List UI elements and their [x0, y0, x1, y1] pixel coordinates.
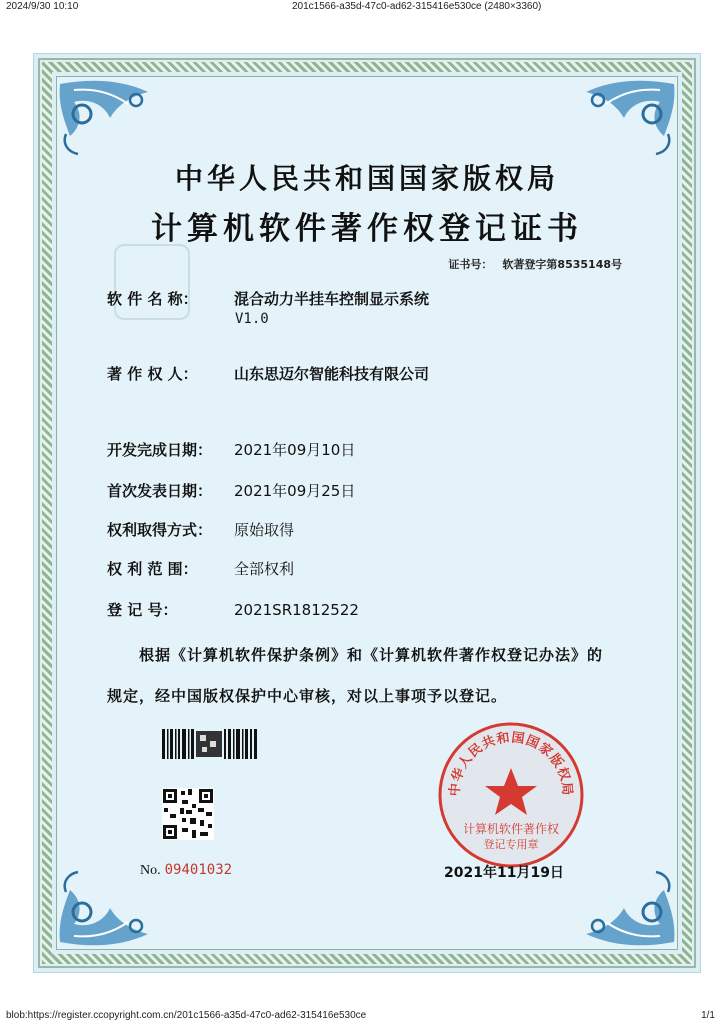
field-label: 权 利 范 围：: [107, 560, 198, 578]
software-version: V1.0: [235, 311, 269, 327]
barcode-icon: [162, 729, 258, 759]
field-value: 原始取得: [234, 521, 295, 539]
field-value: 全部权利: [234, 560, 295, 578]
field-label: 权利取得方式：: [107, 521, 213, 539]
field-value: 山东思迈尔智能科技有限公司: [234, 365, 430, 383]
serial-number-value: 09401032: [164, 862, 233, 878]
serial-number: [140, 862, 232, 879]
statement-line-1: 根据《计算机软件保护条例》和《计算机软件著作权登记办法》的: [139, 646, 604, 664]
corner-ornament-icon: [52, 74, 172, 160]
field-value: 2021年09月10日: [234, 441, 356, 459]
field-label: 登 记 号：: [107, 601, 178, 619]
print-page-number: 1/1: [701, 1010, 715, 1021]
certificate: [33, 53, 701, 973]
field-value: 2021SR1812522: [234, 601, 359, 619]
print-timestamp: 2024/9/30 10:10: [6, 1, 79, 12]
field-label: 开发完成日期：: [107, 441, 213, 459]
seal-text-line-2: 登记专用章: [483, 838, 539, 851]
certificate-number: [448, 256, 622, 272]
certificate-number-label: 证书号：: [448, 258, 493, 271]
field-copyright-owner: [107, 363, 429, 384]
field-registration-number: [107, 599, 359, 620]
seal-arc-text: 中华人民共和国国家版权局: [447, 730, 575, 797]
print-header: [0, 0, 723, 14]
field-label: 著 作 权 人：: [107, 365, 198, 383]
issuer-title: 中华人民共和国国家版权局: [174, 162, 559, 195]
certificate-title: 计算机软件著作权登记证书: [151, 211, 583, 247]
field-label: 软 件 名 称：: [107, 290, 198, 308]
field-value: 混合动力半挂车控制显示系统: [234, 290, 430, 308]
field-acquisition-method: [107, 519, 294, 540]
qr-code-icon: [162, 788, 214, 840]
print-footer: [0, 1010, 723, 1024]
field-development-date: [107, 439, 355, 460]
official-seal-icon: [436, 720, 586, 870]
corner-ornament-icon: [562, 866, 682, 952]
seal-text-line-1: 计算机软件著作权: [462, 822, 560, 836]
field-software-name: [107, 288, 429, 309]
field-label: 首次发表日期：: [107, 482, 213, 500]
print-url: blob:https://register.ccopyright.com.cn/201c1566-a35d-47c0-ad62-315416e530ce: [6, 1010, 367, 1021]
certificate-number-value: 软著登字第8535148号: [502, 258, 622, 271]
print-document-title: 201c1566-a35d-47c0-ad62-315416e530ce (2480×3360): [292, 1, 542, 12]
corner-ornament-icon: [562, 74, 682, 160]
statement-line-2: 规定，经中国版权保护中心审核，对以上事项予以登记。: [107, 687, 508, 705]
field-publication-date: [107, 480, 355, 501]
field-rights-scope: [107, 558, 294, 579]
issue-date: 2021年11月19日: [444, 865, 564, 881]
field-value: 2021年09月25日: [234, 482, 356, 500]
serial-number-label: No.: [140, 863, 161, 878]
